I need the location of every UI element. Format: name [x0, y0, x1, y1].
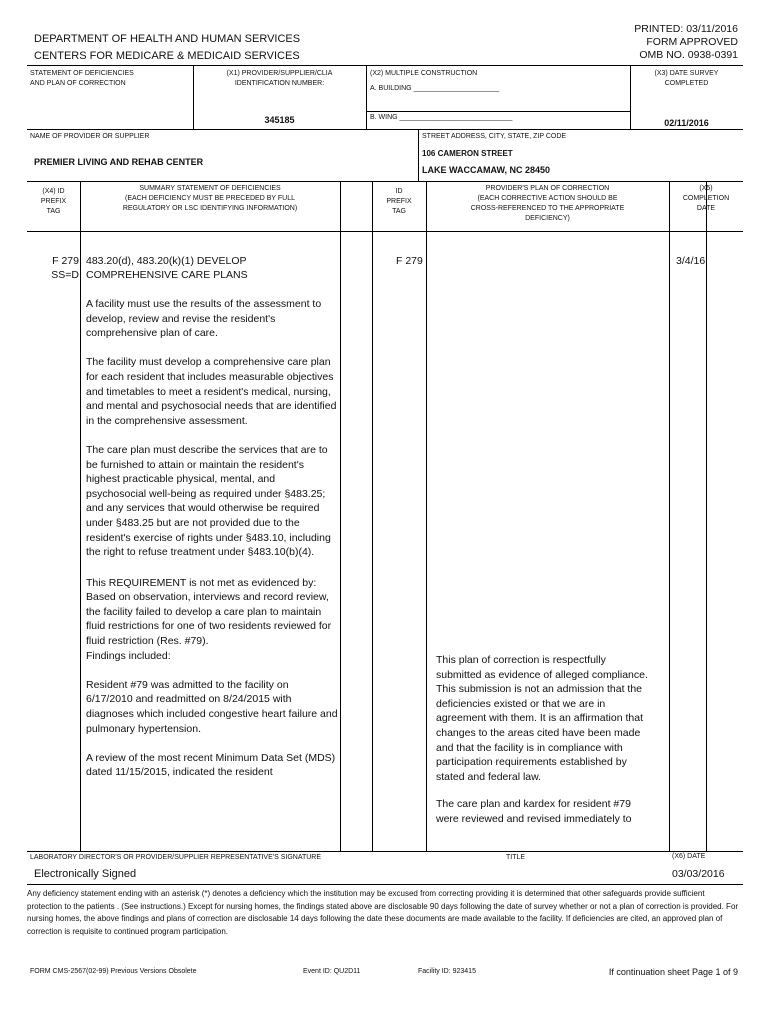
- completion-header: (X5) COMPLETION DATE: [682, 185, 730, 212]
- provider-name-label: NAME OF PROVIDER OR SUPPLIER: [30, 133, 150, 140]
- disclaimer: Any deficiency statement ending with an asterisk (*) denotes a deficiency which the institution may be excused from correcting providing it is determined that other safeguards provide sufficient protection to the patients . (See instructions.) Except for nursing homes, the findings stated above are disclosable 90 days following the date of survey whether or not a plan of correction is provided. For nursing homes, the above findings and plans of correction are disclosable 14 days following the date these documents are made available to the facility. If deficiencies are cited, an approved plan of correction is requisite to continued program participation.: [27, 889, 739, 936]
- completion-date: 3/4/16: [676, 255, 706, 267]
- signature-label: LABORATORY DIRECTOR'S OR PROVIDER/SUPPLIER REPRESENTATIVE'S SIGNATURE: [30, 854, 322, 861]
- date-label: (X6) DATE: [672, 853, 706, 860]
- tag-left: F 279: [52, 255, 79, 267]
- agency-name: CENTERS FOR MEDICARE & MEDICAID SERVICES: [34, 50, 300, 62]
- form-approved: FORM APPROVED: [646, 36, 738, 48]
- department-name: DEPARTMENT OF HEALTH AND HUMAN SERVICES: [34, 33, 301, 45]
- x3-label: (X3) DATE SURVEY COMPLETED: [654, 70, 719, 87]
- statement-label: STATEMENT OF DEFICIENCIES AND PLAN OF CORRECTION: [30, 70, 134, 87]
- deficiency-text: [86, 297, 338, 795]
- signature-value: Electronically Signed: [34, 868, 137, 880]
- plan-header: PROVIDER'S PLAN OF CORRECTION (EACH CORRECTIVE ACTION SHOULD BE CROSS-REFERENCED TO THE APPROPRIATE DEFICIENCY): [470, 185, 625, 222]
- survey-completed-date: 02/11/2016: [664, 118, 709, 128]
- address-city: LAKE WACCAMAW, NC 28450: [422, 165, 551, 175]
- address-label: STREET ADDRESS, CITY, STATE, ZIP CODE: [422, 133, 567, 140]
- provider-name: PREMIER LIVING AND REHAB CENTER: [34, 157, 204, 167]
- paragraph: This plan of correction is respectfully submitted as evidence of alleged compliance. This submission is not an admission that the deficiencies existed or that we are in agreement with them. It is an affirmation that changes to the areas cited have been made and that the facility is in compliance with participation requirements established by stated and federal law.: [436, 654, 648, 783]
- x1-label: (X1) PROVIDER/SUPPLIER/CLIA IDENTIFICATION NUMBER:: [226, 70, 333, 87]
- facility-id: Facility ID: 923415: [418, 968, 476, 975]
- page-number: If continuation sheet Page 1 of 9: [608, 967, 738, 977]
- scope-severity: SS=D: [51, 269, 79, 281]
- paragraph: The care plan and kardex for resident #79 were reviewed and revised immediately to: [436, 797, 632, 825]
- x2-label: (X2) MULTIPLE CONSTRUCTION: [370, 70, 478, 77]
- omb-number: OMB NO. 0938-0391: [639, 49, 738, 61]
- id-prefix-header: ID PREFIX TAG: [386, 188, 412, 215]
- paragraph: Resident #79 was admitted to the facility on 6/17/2010 and readmitted on 8/24/2015 with diagnoses which included congestive heart failure and pulmonary hypertension.: [86, 678, 338, 735]
- paragraph: This REQUIREMENT is not met as evidenced by: Based on observation, interviews and record review, the facility failed to develop a care plan to maintain fluid restrictions for one of two residents reviewed for fluid restriction (Res. #79). Findings included:: [86, 576, 332, 662]
- regulation-title-1: 483.20(d), 483.20(k)(1) DEVELOP: [86, 255, 247, 267]
- address-street: 106 CAMERON STREET: [422, 149, 513, 158]
- wing-label: B. WING _____________________________: [370, 114, 513, 121]
- building-label: A. BUILDING ______________________: [370, 85, 500, 92]
- paragraph: The facility must develop a comprehensive care plan for each resident that includes measurable objectives and timetables to meet a resident's medical, nursing, and mental and psychosocial needs that are identified in the comprehensive assessment.: [86, 356, 337, 427]
- paragraph: A review of the most recent Minimum Data Set (MDS) dated 11/15/2015, indicated the resident: [86, 751, 336, 779]
- printed-date: PRINTED: 03/11/2016: [634, 23, 738, 35]
- x4-header: (X4) ID PREFIX TAG: [40, 188, 67, 215]
- paragraph: A facility must use the results of the assessment to develop, review and revise the resident's comprehensive plan of care.: [86, 298, 322, 340]
- plan-text: [436, 653, 650, 841]
- paragraph: The care plan must describe the services that are to be furnished to attain or maintain the resident's highest practicable physical, mental, and psychosocial well-being as required under §483.25; and any services that would otherwise be required under §483.25 but are not provided due to the resident's exercise of rights under §483.10, including the right to refuse treatment under §483.10(b)(4).: [86, 443, 331, 559]
- provider-id-number: 345185: [264, 115, 295, 125]
- form-number: FORM CMS-2567(02-99) Previous Versions Obsolete: [30, 968, 197, 975]
- regulation-title-2: COMPREHENSIVE CARE PLANS: [86, 269, 248, 281]
- tag-right: F 279: [396, 255, 423, 267]
- summary-header: SUMMARY STATEMENT OF DEFICIENCIES (EACH DEFICIENCY MUST BE PRECEDED BY FULL REGULATORY OR LSC IDENTIFYING INFORMATION): [122, 185, 298, 212]
- event-id: Event ID: QU2D11: [303, 968, 361, 975]
- signature-date: 03/03/2016: [672, 868, 725, 880]
- title-label: TITLE: [506, 854, 526, 861]
